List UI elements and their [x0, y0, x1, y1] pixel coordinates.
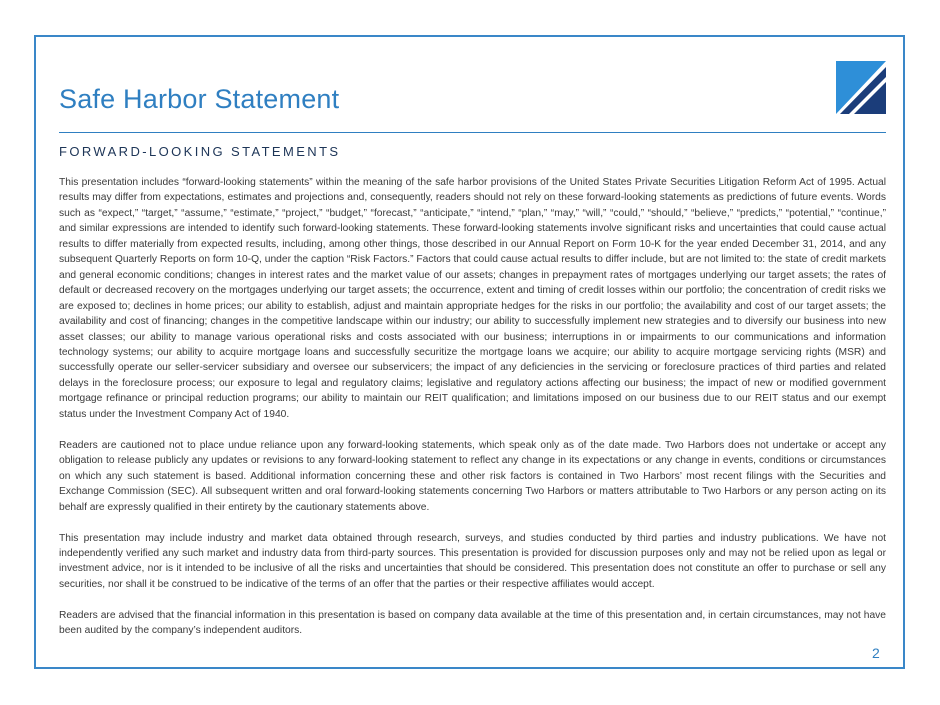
- paragraph-reliance-caution: Readers are cautioned not to place undue reliance upon any forward-looking statements, which speak only as of the date made. Two Harbors does not undertake or accept any obligation to release publicly any updates or revisions to any forward-looking statement to reflect any change in its expectations or any change in events, conditions or circumstances on which any such statement is based. Additional information concerning these and other risk factors is contained in Two Harbors’ most recent filings with the Securities and Exchange Commission (SEC). All subsequent written and oral forward-looking statements concerning Two Harbors or matters attributable to Two Harbors or any person acting on its behalf are expressly qualified in their entirety by the cautionary statements above.: [59, 439, 886, 513]
- statement-body: [59, 175, 886, 654]
- page-number: 2: [872, 645, 880, 661]
- paragraph-market-data: This presentation may include industry and market data obtained through research, surveys, and studies conducted by third parties and industry publications. We have not independently verified any such market and industry data from third-party sources. This presentation is provided for discussion purposes only and may not be relied upon as legal or investment advice, nor is it intended to be inclusive of all the risks and uncertainties that should be considered. This presentation does not constitute an offer to purchase or sell any securities, nor shall it be construed to be indicative of the terms of an offer that the parties or their respective affiliates would accept.: [59, 532, 886, 590]
- paragraph-forward-looking: This presentation includes “forward-looking statements” within the meaning of the safe harbor provisions of the United States Private Securities Litigation Reform Act of 1995. Actual results may differ from expectations, estimates and projections and, consequently, readers should not rely on these forward-looking statements as predictions of future events. Words such as “expect,” “target,” “assume,” “estimate,” “project,” “budget,” “forecast,” “anticipate,” “intend,” “plan,” “may,” “will,” “could,” “should,” “believe,” “predicts,” “potential,” “continue,” and similar expressions are intended to identify such forward-looking statements. These forward-looking statements involve significant risks and uncertainties that could cause actual results to differ materially from expected results, including, among other things, those described in our Annual Report on Form 10-K for the year ended December 31, 2014, and any subsequent Quarterly Reports on form 10-Q, under the caption “Risk Factors.” Factors that could cause actual results to differ include, but are not limited to: the state of credit markets and general economic conditions; changes in interest rates and the market value of our assets; changes in prepayment rates of mortgages underlying our target assets; the rates of default or decreased recovery on the mortgages underlying our target assets; the occurrence, extent and timing of credit losses within our portfolio; the concentration of credit risks we are exposed to; declines in home prices; our ability to establish, adjust and maintain appropriate hedges for the risks in our portfolio; the availability and cost of our target assets; the availability and cost of financing; changes in the competitive landscape within our industry; our ability to successfully implement new strategies and to diversify our business into new asset classes; our ability to manage various operational risks and costs associated with our business; interruptions in or impairments to our communications and information technology systems; our ability to acquire mortgage loans and successfully securitize the mortgage loans we acquire; our ability to acquire mortgage servicing rights (MSR) and successfully operate our seller-servicer subsidiary and oversee our subservicers; the impact of any deficiencies in the servicing or foreclosure practices of third parties and related delays in the foreclosure process; our exposure to legal and regulatory claims; legislative and regulatory actions affecting our business; the impact of new or modified government mortgage refinance or principal reduction programs; our ability to maintain our REIT qualification; and limitations imposed on our business due to our REIT status and our exempt status under the Investment Company Act of 1940.: [59, 177, 886, 420]
- paragraph-financial-info: Readers are advised that the financial information in this presentation is based on company data available at the time of this presentation and, in certain circumstances, may not have been audited by the company’s independent auditors.: [59, 609, 886, 637]
- title-divider: [59, 132, 886, 133]
- two-harbors-logo-icon: [836, 61, 886, 114]
- section-heading: FORWARD-LOOKING STATEMENTS: [59, 144, 341, 159]
- slide-title: Safe Harbor Statement: [59, 84, 340, 114]
